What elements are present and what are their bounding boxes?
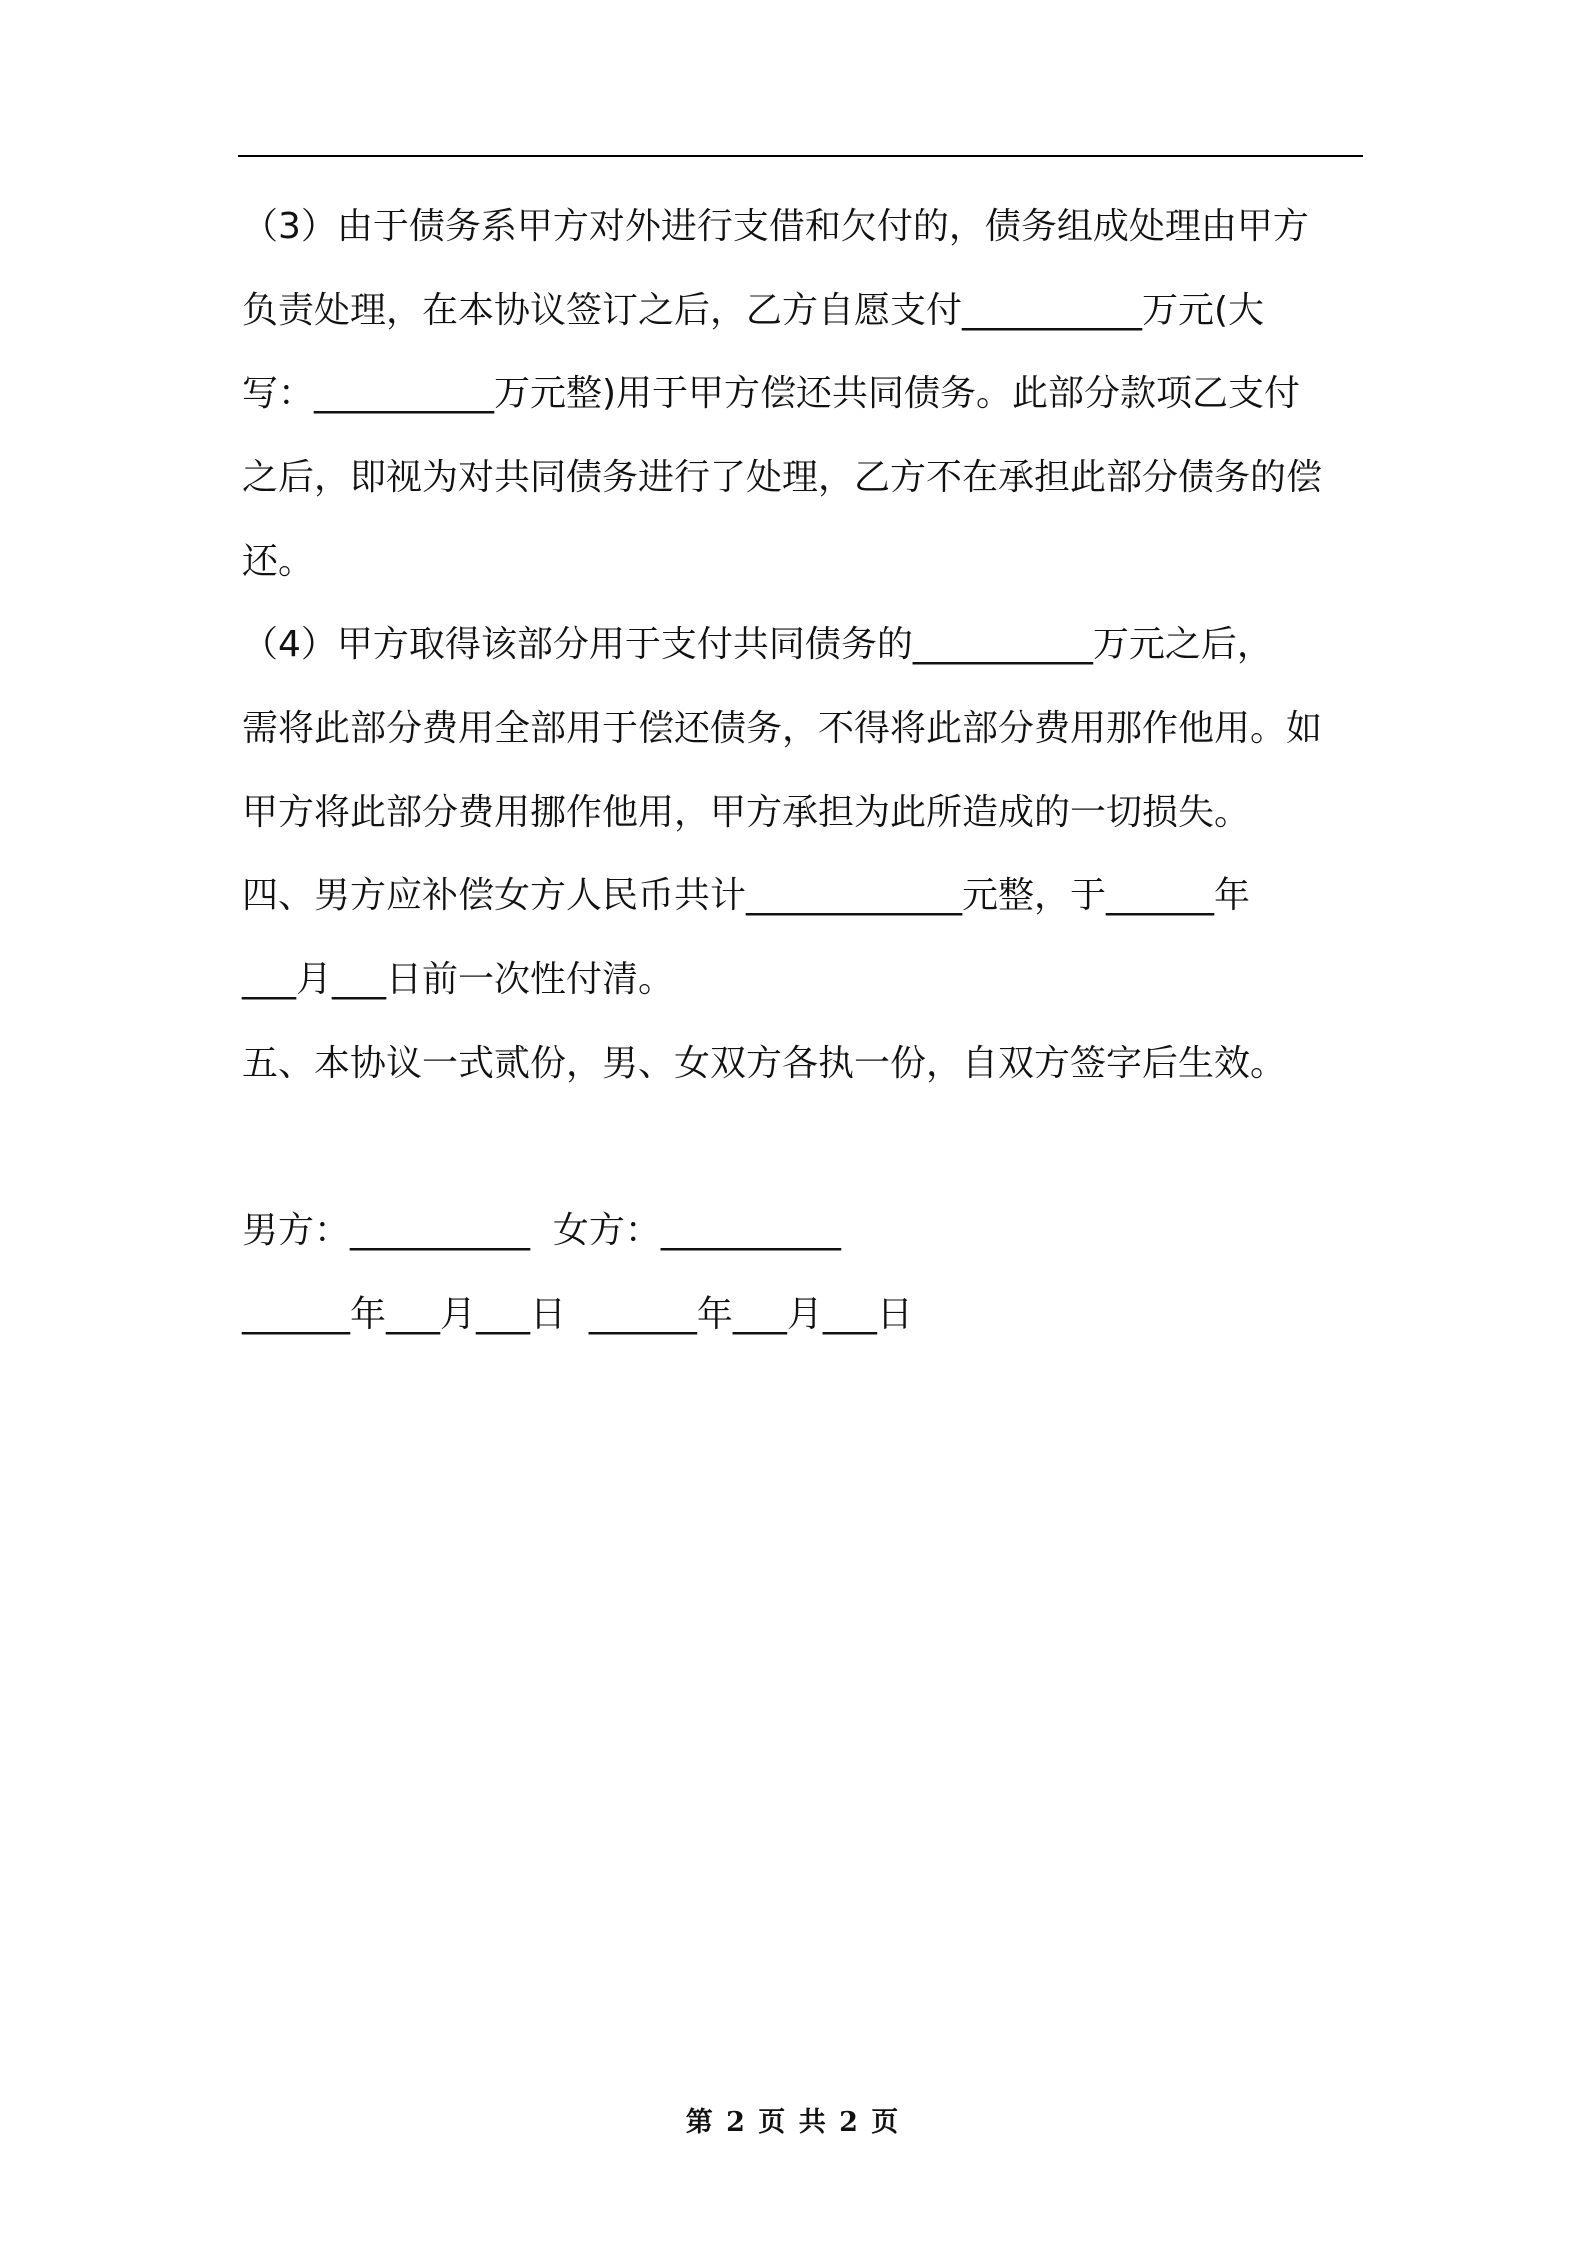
text-line: ___月___日前一次性付清。 [242, 959, 675, 1000]
text-line: 写：__________万元整)用于甲方偿还共同债务。此部分款项乙支付 [242, 373, 1301, 414]
header-rule [238, 155, 1363, 157]
signature-line: 男方：__________ 女方：__________ [242, 1210, 841, 1251]
text-line: （3）由于债务系甲方对外进行支借和欠付的，债务组成处理由甲方 [242, 206, 1309, 247]
text-line: 之后，即视为对共同债务进行了处理，乙方不在承担此部分债务的偿 [242, 457, 1323, 498]
text-line: （4）甲方取得该部分用于支付共同债务的__________万元之后， [242, 624, 1273, 665]
clause-four-line: 四、男方应补偿女方人民币共计____________元整，于______年 [242, 875, 1251, 916]
clause-five-line: 五、本协议一式贰份，男、女双方各执一份，自双方签字后生效。 [242, 1043, 1287, 1084]
text-line: 甲方将此部分费用挪作他用，甲方承担为此所造成的一切损失。 [242, 792, 1251, 833]
page-number: 第 2 页 共 2 页 [685, 2107, 901, 2138]
date-line: ______年___月___日 ______年___月___日 [242, 1294, 913, 1335]
text-line: 负责处理，在本协议签订之后，乙方自愿支付__________万元(大 [242, 290, 1265, 331]
text-line: 需将此部分费用全部用于偿还债务，不得将此部分费用那作他用。如 [242, 708, 1323, 749]
text-line: 还。 [242, 541, 315, 582]
